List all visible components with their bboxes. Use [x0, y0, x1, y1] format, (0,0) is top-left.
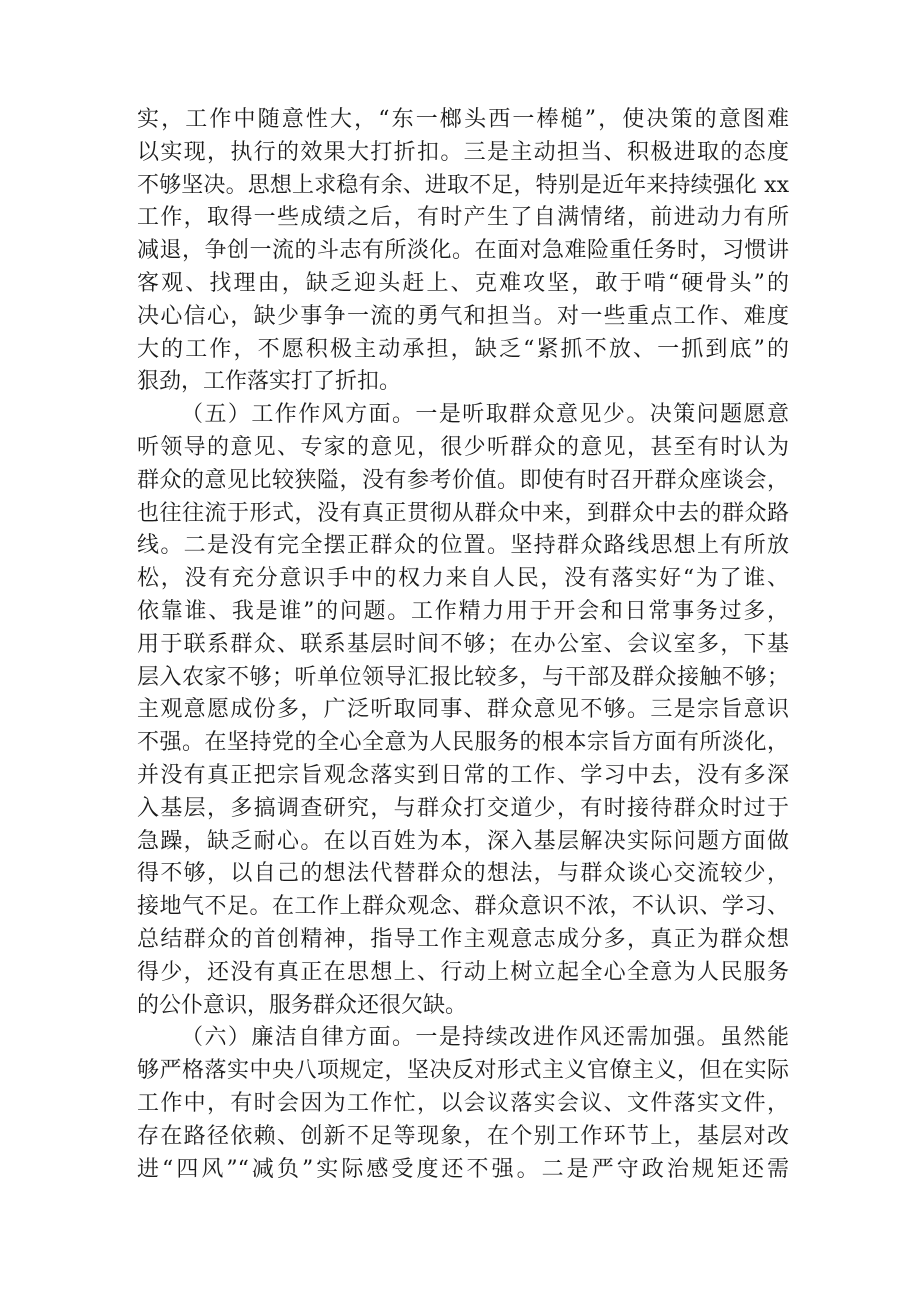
text-line: 工作中，有时会因为工作忙，以会议落实会议、文件落实文件，: [137, 1090, 789, 1116]
text-line-paragraph-end: 狠劲，工作落实打了折扣。: [137, 369, 402, 395]
text-line: 层入农家不够；听单位领导汇报比较多，与干部及群众接触不够；: [137, 664, 789, 690]
text-line-paragraph-end: 的公仆意识，服务群众还很欠缺。: [137, 992, 468, 1018]
text-line: 工作，取得一些成绩之后，有时产生了自满情绪，前进动力有所: [137, 205, 789, 231]
text-line: 决心信心，缺少事争一流的勇气和担当。对一些重点工作、难度: [137, 303, 789, 329]
text-line: 得不够，以自己的想法代替群众的想法，与群众谈心交流较少，: [137, 861, 789, 887]
text-line: 并没有真正把宗旨观念落实到日常的工作、学习中去，没有多深: [137, 762, 789, 788]
text-line: 减退，争创一流的斗志有所淡化。在面对急难险重任务时，习惯讲: [137, 238, 789, 264]
text-line: 存在路径依赖、创新不足等现象，在个别工作环节上，基层对改: [137, 1123, 789, 1149]
text-line: 不强。在坚持党的全心全意为人民服务的根本宗旨方面有所淡化，: [137, 730, 789, 756]
section-six-heading-line: （六）廉洁自律方面。一是持续改进作风还需加强。虽然能: [181, 1025, 789, 1051]
text-line: 也往往流于形式，没有真正贯彻从群众中来，到群众中去的群众路: [137, 500, 789, 526]
text-line: 接地气不足。在工作上群众观念、群众意识不浓，不认识、学习、: [137, 894, 789, 920]
text-line: 大的工作，不愿积极主动承担，缺乏“紧抓不放、一抓到底”的: [137, 336, 789, 362]
document-body: [137, 104, 789, 1186]
text-line: 进“四风”“减负”实际感受度还不强。二是严守政治规矩还需: [137, 1156, 789, 1182]
text-line: 群众的意见比较狭隘，没有参考价值。即使有时召开群众座谈会，: [137, 467, 789, 493]
text-line: 总结群众的首创精神，指导工作主观意志成分多，真正为群众想: [137, 926, 789, 952]
text-line: 客观、找理由，缺乏迎头赶上、克难攻坚，敢于啃“硬骨头”的: [137, 270, 789, 296]
text-line: 听领导的意见、专家的意见，很少听群众的意见，甚至有时认为: [137, 434, 789, 460]
section-five-heading-line: （五）工作作风方面。一是听取群众意见少。决策问题愿意: [181, 402, 789, 428]
text-line: 急躁，缺乏耐心。在以百姓为本，深入基层解决实际问题方面做: [137, 828, 789, 854]
text-line: 入基层，多搞调查研究，与群众打交道少，有时接待群众时过于: [137, 795, 789, 821]
text-line: 松，没有充分意识手中的权力来自人民，没有落实好“为了谁、: [137, 566, 789, 592]
text-line: 依靠谁、我是谁”的问题。工作精力用于开会和日常事务过多，: [137, 598, 789, 624]
text-line: 不够坚决。思想上求稳有余、进取不足，特别是近年来持续强化 xx: [137, 172, 789, 198]
text-line: 线。二是没有完全摆正群众的位置。坚持群众路线思想上有所放: [137, 533, 789, 559]
text-line: 以实现，执行的效果大打折扣。三是主动担当、积极进取的态度: [137, 139, 789, 165]
text-line: 实，工作中随意性大，“东一榔头西一棒槌”，使决策的意图难: [137, 107, 789, 132]
text-line: 主观意愿成份多，广泛听取同事、群众意见不够。三是宗旨意识: [137, 697, 789, 723]
text-line: 用于联系群众、联系基层时间不够；在办公室、会议室多，下基: [137, 631, 789, 657]
text-line: 得少，还没有真正在思想上、行动上树立起全心全意为人民服务: [137, 959, 789, 985]
text-line: 够严格落实中央八项规定，坚决反对形式主义官僚主义，但在实际: [137, 1058, 789, 1084]
